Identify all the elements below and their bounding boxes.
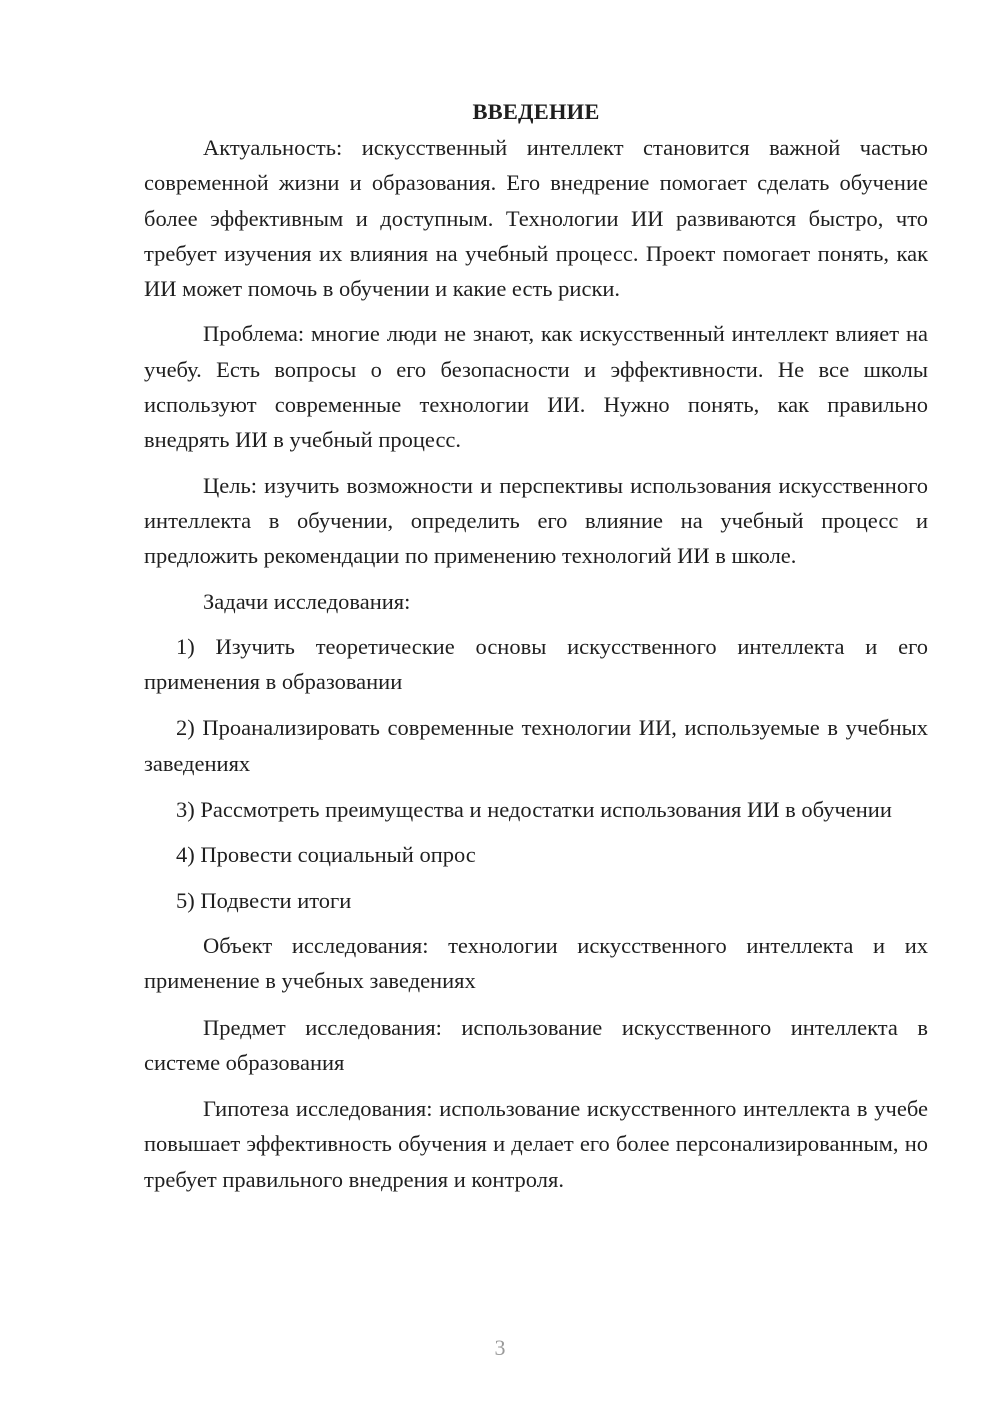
- paragraph-tasks-heading: Задачи исследования:: [203, 588, 411, 614]
- task-item-3: 3) Рассмотреть преимущества и недостатки использования ИИ в обучении: [176, 797, 892, 823]
- paragraph-hypothesis: Гипотеза исследования: использование искусственного интеллекта в учебе повышает эффективность обучения и делает его более персонализированным, но требует правильного внедрения и контроля.: [144, 1096, 928, 1192]
- paragraph-goal: Цель: изучить возможности и перспективы использования искусственного интеллекта в обучении, определить его влияние на учебный процесс и предложить рекомендации по применению технологий ИИ в школе.: [144, 472, 928, 569]
- paragraph-object: Объект исследования: технологии искусственного интеллекта и их применение в учебных заведениях: [144, 932, 928, 994]
- task-item-4: 4) Провести социальный опрос: [176, 842, 476, 868]
- page-content: [144, 97, 928, 1197]
- task-item-5: 5) Подвести итоги: [176, 887, 352, 913]
- page-number: 3: [494, 1335, 506, 1360]
- paragraph-problem: Проблема: многие люди не знают, как искусственный интеллект влияет на учебу. Есть вопросы о его безопасности и эффективности. Не все школы используют современные технологии ИИ. Нужно понять, как правильно внедрять ИИ в учебный процесс.: [144, 321, 928, 453]
- page-title: ВВЕДЕНИЕ: [472, 99, 600, 124]
- task-item-2: 2) Проанализировать современные технологии ИИ, используемые в учебных заведениях: [144, 715, 928, 776]
- task-item-1: 1) Изучить теоретические основы искусственного интеллекта и его применения в образовании: [144, 633, 928, 695]
- paragraph-relevance: Актуальность: искусственный интеллект становится важной частью современной жизни и образования. Его внедрение помогает сделать обучение более эффективным и доступным. Технологии ИИ развиваются быстро, что требует изучения их влияния на учебный процесс. Проект помогает понять, как ИИ может помочь в обучении и какие есть риски.: [144, 135, 928, 302]
- paragraph-subject: Предмет исследования: использование искусственного интеллекта в системе образования: [144, 1014, 928, 1075]
